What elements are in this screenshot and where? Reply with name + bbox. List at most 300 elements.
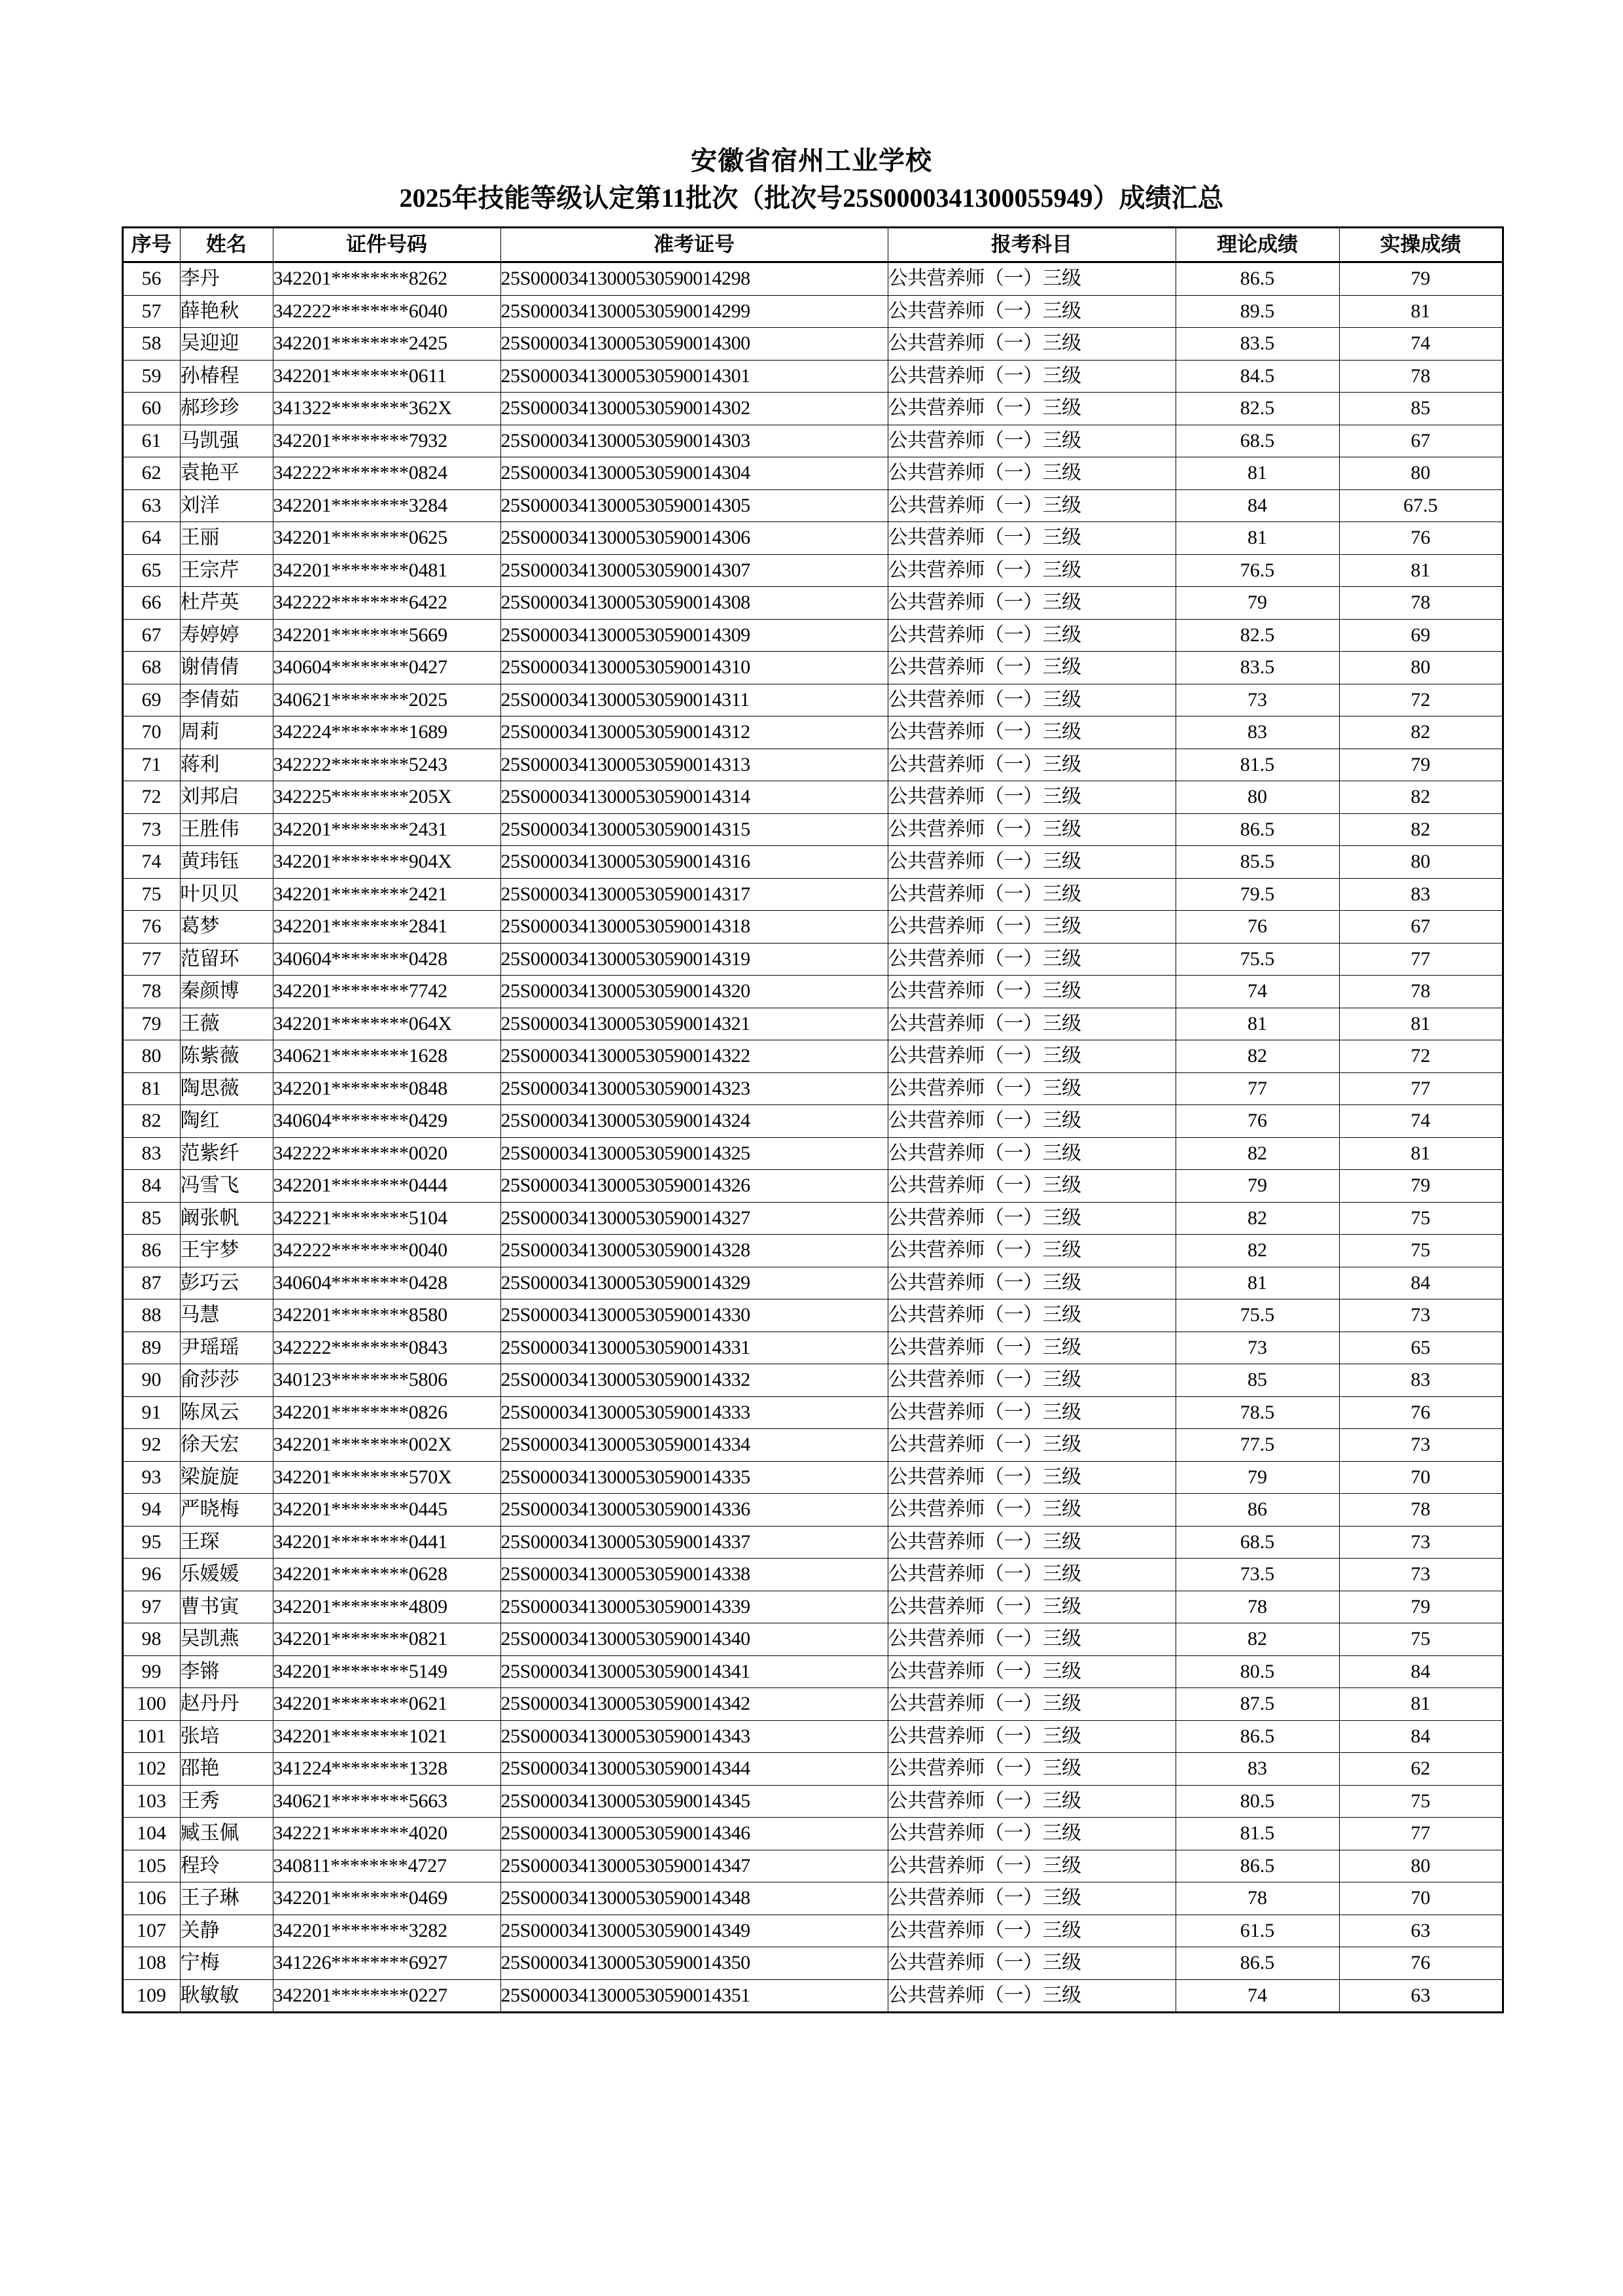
cell-id-number: 340123********5806 bbox=[273, 1364, 500, 1397]
cell-id-number: 342201********570X bbox=[273, 1461, 500, 1494]
cell-id-number: 342201********2425 bbox=[273, 328, 500, 361]
cell-name: 杜芹英 bbox=[180, 587, 273, 620]
cell-ticket-number: 25S00003413000530590014302 bbox=[500, 393, 888, 425]
cell-subject: 公共营养师（一）三级 bbox=[888, 295, 1176, 328]
cell-theory-score: 77.5 bbox=[1176, 1429, 1339, 1462]
cell-ticket-number: 25S00003413000530590014328 bbox=[500, 1235, 888, 1267]
table-row bbox=[122, 1137, 1503, 1170]
cell-name: 陈凤云 bbox=[180, 1396, 273, 1429]
cell-theory-score: 86.5 bbox=[1176, 1850, 1339, 1882]
column-header-ticket-number: 准考证号 bbox=[500, 228, 888, 262]
cell-name: 周莉 bbox=[180, 716, 273, 749]
cell-name: 邵艳 bbox=[180, 1753, 273, 1786]
cell-name: 陈紫薇 bbox=[180, 1040, 273, 1073]
cell-seq: 77 bbox=[122, 943, 180, 976]
cell-name: 阚张帆 bbox=[180, 1202, 273, 1235]
table-row bbox=[122, 393, 1503, 425]
cell-seq: 108 bbox=[122, 1947, 180, 1980]
table-body bbox=[122, 262, 1503, 2013]
cell-name: 吴凯燕 bbox=[180, 1623, 273, 1656]
cell-subject: 公共营养师（一）三级 bbox=[888, 1429, 1176, 1462]
cell-practical-score: 76 bbox=[1339, 522, 1503, 555]
cell-practical-score: 75 bbox=[1339, 1785, 1503, 1818]
cell-subject: 公共营养师（一）三级 bbox=[888, 943, 1176, 976]
table-row bbox=[122, 1332, 1503, 1364]
cell-theory-score: 86.5 bbox=[1176, 262, 1339, 296]
table-row bbox=[122, 295, 1503, 328]
cell-practical-score: 79 bbox=[1339, 1170, 1503, 1203]
cell-practical-score: 84 bbox=[1339, 1267, 1503, 1299]
cell-subject: 公共营养师（一）三级 bbox=[888, 1105, 1176, 1138]
cell-seq: 99 bbox=[122, 1655, 180, 1688]
cell-subject: 公共营养师（一）三级 bbox=[888, 554, 1176, 587]
cell-seq: 62 bbox=[122, 457, 180, 490]
cell-theory-score: 74 bbox=[1176, 976, 1339, 1008]
cell-subject: 公共营养师（一）三级 bbox=[888, 1235, 1176, 1267]
cell-id-number: 340604********0428 bbox=[273, 1267, 500, 1299]
cell-seq: 87 bbox=[122, 1267, 180, 1299]
cell-name: 彭巧云 bbox=[180, 1267, 273, 1299]
cell-theory-score: 68.5 bbox=[1176, 1526, 1339, 1559]
cell-ticket-number: 25S00003413000530590014350 bbox=[500, 1947, 888, 1980]
cell-seq: 71 bbox=[122, 749, 180, 781]
cell-subject: 公共营养师（一）三级 bbox=[888, 652, 1176, 684]
cell-seq: 74 bbox=[122, 846, 180, 879]
cell-id-number: 342222********0824 bbox=[273, 457, 500, 490]
cell-name: 孙椿程 bbox=[180, 360, 273, 393]
cell-theory-score: 80.5 bbox=[1176, 1785, 1339, 1818]
cell-theory-score: 83 bbox=[1176, 716, 1339, 749]
cell-id-number: 342201********4809 bbox=[273, 1591, 500, 1623]
cell-id-number: 342201********5669 bbox=[273, 619, 500, 652]
cell-practical-score: 83 bbox=[1339, 1364, 1503, 1397]
cell-id-number: 342201********904X bbox=[273, 846, 500, 879]
cell-theory-score: 79 bbox=[1176, 1461, 1339, 1494]
table-row bbox=[122, 1818, 1503, 1850]
table-row bbox=[122, 1850, 1503, 1882]
cell-theory-score: 84 bbox=[1176, 489, 1339, 522]
table-row bbox=[122, 1720, 1503, 1753]
grades-table-container bbox=[122, 226, 1502, 2013]
cell-id-number: 342201********0628 bbox=[273, 1559, 500, 1591]
table-row bbox=[122, 328, 1503, 361]
cell-practical-score: 82 bbox=[1339, 813, 1503, 846]
cell-theory-score: 85 bbox=[1176, 1364, 1339, 1397]
cell-id-number: 341224********1328 bbox=[273, 1753, 500, 1786]
cell-practical-score: 67 bbox=[1339, 425, 1503, 457]
cell-practical-score: 73 bbox=[1339, 1559, 1503, 1591]
cell-theory-score: 82 bbox=[1176, 1623, 1339, 1656]
cell-id-number: 342201********0445 bbox=[273, 1494, 500, 1527]
cell-subject: 公共营养师（一）三级 bbox=[888, 1396, 1176, 1429]
cell-practical-score: 83 bbox=[1339, 878, 1503, 911]
cell-id-number: 342201********5149 bbox=[273, 1655, 500, 1688]
cell-theory-score: 86.5 bbox=[1176, 813, 1339, 846]
cell-theory-score: 74 bbox=[1176, 1979, 1339, 2013]
cell-practical-score: 65 bbox=[1339, 1332, 1503, 1364]
cell-practical-score: 73 bbox=[1339, 1526, 1503, 1559]
cell-name: 王丽 bbox=[180, 522, 273, 555]
cell-theory-score: 79.5 bbox=[1176, 878, 1339, 911]
cell-subject: 公共营养师（一）三级 bbox=[888, 1818, 1176, 1850]
cell-seq: 85 bbox=[122, 1202, 180, 1235]
cell-practical-score: 80 bbox=[1339, 652, 1503, 684]
cell-subject: 公共营养师（一）三级 bbox=[888, 1655, 1176, 1688]
cell-id-number: 342201********064X bbox=[273, 1008, 500, 1040]
cell-id-number: 342201********1021 bbox=[273, 1720, 500, 1753]
table-row bbox=[122, 1461, 1503, 1494]
cell-subject: 公共营养师（一）三级 bbox=[888, 587, 1176, 620]
table-row bbox=[122, 1202, 1503, 1235]
cell-id-number: 342222********6422 bbox=[273, 587, 500, 620]
cell-ticket-number: 25S00003413000530590014299 bbox=[500, 295, 888, 328]
cell-seq: 106 bbox=[122, 1882, 180, 1915]
cell-ticket-number: 25S00003413000530590014315 bbox=[500, 813, 888, 846]
cell-practical-score: 62 bbox=[1339, 1753, 1503, 1786]
cell-practical-score: 81 bbox=[1339, 295, 1503, 328]
cell-ticket-number: 25S00003413000530590014326 bbox=[500, 1170, 888, 1203]
table-row bbox=[122, 522, 1503, 555]
cell-ticket-number: 25S00003413000530590014336 bbox=[500, 1494, 888, 1527]
cell-subject: 公共营养师（一）三级 bbox=[888, 1882, 1176, 1915]
cell-id-number: 342201********3282 bbox=[273, 1915, 500, 1947]
table-row bbox=[122, 1623, 1503, 1656]
cell-seq: 76 bbox=[122, 911, 180, 944]
cell-practical-score: 76 bbox=[1339, 1396, 1503, 1429]
cell-name: 王琛 bbox=[180, 1526, 273, 1559]
cell-name: 王宗芹 bbox=[180, 554, 273, 587]
cell-id-number: 342201********3284 bbox=[273, 489, 500, 522]
cell-theory-score: 81.5 bbox=[1176, 749, 1339, 781]
table-row bbox=[122, 1429, 1503, 1462]
cell-name: 吴迎迎 bbox=[180, 328, 273, 361]
cell-ticket-number: 25S00003413000530590014329 bbox=[500, 1267, 888, 1299]
column-header-id-number: 证件号码 bbox=[273, 228, 500, 262]
table-row bbox=[122, 976, 1503, 1008]
cell-theory-score: 89.5 bbox=[1176, 295, 1339, 328]
cell-theory-score: 85.5 bbox=[1176, 846, 1339, 879]
cell-seq: 58 bbox=[122, 328, 180, 361]
cell-seq: 78 bbox=[122, 976, 180, 1008]
cell-seq: 73 bbox=[122, 813, 180, 846]
cell-practical-score: 80 bbox=[1339, 846, 1503, 879]
cell-id-number: 342201********002X bbox=[273, 1429, 500, 1462]
cell-name: 张培 bbox=[180, 1720, 273, 1753]
cell-seq: 82 bbox=[122, 1105, 180, 1138]
cell-ticket-number: 25S00003413000530590014325 bbox=[500, 1137, 888, 1170]
cell-ticket-number: 25S00003413000530590014331 bbox=[500, 1332, 888, 1364]
cell-seq: 100 bbox=[122, 1688, 180, 1721]
cell-name: 宁梅 bbox=[180, 1947, 273, 1980]
cell-practical-score: 63 bbox=[1339, 1979, 1503, 2013]
cell-subject: 公共营养师（一）三级 bbox=[888, 1332, 1176, 1364]
cell-seq: 65 bbox=[122, 554, 180, 587]
cell-name: 梁旋旋 bbox=[180, 1461, 273, 1494]
cell-subject: 公共营养师（一）三级 bbox=[888, 1461, 1176, 1494]
cell-practical-score: 67 bbox=[1339, 911, 1503, 944]
cell-seq: 98 bbox=[122, 1623, 180, 1656]
cell-id-number: 342201********0611 bbox=[273, 360, 500, 393]
cell-ticket-number: 25S00003413000530590014323 bbox=[500, 1072, 888, 1105]
table-row bbox=[122, 716, 1503, 749]
cell-id-number: 342222********0040 bbox=[273, 1235, 500, 1267]
cell-practical-score: 77 bbox=[1339, 1818, 1503, 1850]
cell-name: 范紫纤 bbox=[180, 1137, 273, 1170]
cell-subject: 公共营养师（一）三级 bbox=[888, 262, 1176, 296]
cell-subject: 公共营养师（一）三级 bbox=[888, 1591, 1176, 1623]
cell-practical-score: 79 bbox=[1339, 749, 1503, 781]
cell-ticket-number: 25S00003413000530590014341 bbox=[500, 1655, 888, 1688]
cell-name: 王秀 bbox=[180, 1785, 273, 1818]
cell-seq: 105 bbox=[122, 1850, 180, 1882]
cell-seq: 93 bbox=[122, 1461, 180, 1494]
cell-subject: 公共营养师（一）三级 bbox=[888, 1753, 1176, 1786]
cell-practical-score: 75 bbox=[1339, 1235, 1503, 1267]
cell-subject: 公共营养师（一）三级 bbox=[888, 781, 1176, 814]
table-row bbox=[122, 781, 1503, 814]
cell-name: 王宇梦 bbox=[180, 1235, 273, 1267]
table-row bbox=[122, 1105, 1503, 1138]
table-row bbox=[122, 684, 1503, 716]
cell-subject: 公共营养师（一）三级 bbox=[888, 1008, 1176, 1040]
table-row bbox=[122, 1915, 1503, 1947]
cell-practical-score: 72 bbox=[1339, 684, 1503, 716]
cell-seq: 95 bbox=[122, 1526, 180, 1559]
cell-subject: 公共营养师（一）三级 bbox=[888, 1364, 1176, 1397]
cell-name: 刘洋 bbox=[180, 489, 273, 522]
cell-theory-score: 80.5 bbox=[1176, 1655, 1339, 1688]
cell-ticket-number: 25S00003413000530590014305 bbox=[500, 489, 888, 522]
cell-seq: 59 bbox=[122, 360, 180, 393]
cell-subject: 公共营养师（一）三级 bbox=[888, 1785, 1176, 1818]
cell-name: 陶思薇 bbox=[180, 1072, 273, 1105]
cell-practical-score: 72 bbox=[1339, 1040, 1503, 1073]
cell-id-number: 342201********8580 bbox=[273, 1299, 500, 1332]
cell-theory-score: 81 bbox=[1176, 522, 1339, 555]
cell-ticket-number: 25S00003413000530590014332 bbox=[500, 1364, 888, 1397]
cell-name: 黄玮钰 bbox=[180, 846, 273, 879]
cell-id-number: 342201********2841 bbox=[273, 911, 500, 944]
cell-practical-score: 82 bbox=[1339, 781, 1503, 814]
cell-subject: 公共营养师（一）三级 bbox=[888, 522, 1176, 555]
cell-seq: 88 bbox=[122, 1299, 180, 1332]
table-row bbox=[122, 878, 1503, 911]
grades-table bbox=[122, 226, 1504, 2013]
cell-id-number: 342222********6040 bbox=[273, 295, 500, 328]
cell-seq: 89 bbox=[122, 1332, 180, 1364]
cell-name: 秦颜博 bbox=[180, 976, 273, 1008]
cell-seq: 104 bbox=[122, 1818, 180, 1850]
cell-name: 郝珍珍 bbox=[180, 393, 273, 425]
column-header-subject: 报考科目 bbox=[888, 228, 1176, 262]
cell-seq: 81 bbox=[122, 1072, 180, 1105]
cell-practical-score: 84 bbox=[1339, 1720, 1503, 1753]
table-row bbox=[122, 457, 1503, 490]
cell-seq: 102 bbox=[122, 1753, 180, 1786]
cell-name: 尹瑶瑶 bbox=[180, 1332, 273, 1364]
cell-practical-score: 69 bbox=[1339, 619, 1503, 652]
document-title-block bbox=[0, 0, 1623, 217]
cell-practical-score: 75 bbox=[1339, 1202, 1503, 1235]
cell-theory-score: 86 bbox=[1176, 1494, 1339, 1527]
cell-ticket-number: 25S00003413000530590014317 bbox=[500, 878, 888, 911]
cell-name: 蒋利 bbox=[180, 749, 273, 781]
cell-subject: 公共营养师（一）三级 bbox=[888, 1979, 1176, 2013]
cell-name: 程玲 bbox=[180, 1850, 273, 1882]
cell-practical-score: 81 bbox=[1339, 1688, 1503, 1721]
cell-subject: 公共营养师（一）三级 bbox=[888, 749, 1176, 781]
cell-id-number: 342201********8262 bbox=[273, 262, 500, 296]
table-row bbox=[122, 1040, 1503, 1073]
cell-name: 曹书寅 bbox=[180, 1591, 273, 1623]
cell-name: 寿婷婷 bbox=[180, 619, 273, 652]
cell-seq: 84 bbox=[122, 1170, 180, 1203]
cell-id-number: 342201********0441 bbox=[273, 1526, 500, 1559]
cell-theory-score: 83 bbox=[1176, 1753, 1339, 1786]
cell-ticket-number: 25S00003413000530590014337 bbox=[500, 1526, 888, 1559]
table-row bbox=[122, 749, 1503, 781]
cell-ticket-number: 25S00003413000530590014318 bbox=[500, 911, 888, 944]
cell-seq: 90 bbox=[122, 1364, 180, 1397]
cell-seq: 97 bbox=[122, 1591, 180, 1623]
table-row bbox=[122, 1947, 1503, 1980]
cell-id-number: 342225********205X bbox=[273, 781, 500, 814]
cell-id-number: 342201********2421 bbox=[273, 878, 500, 911]
table-row bbox=[122, 652, 1503, 684]
table-row bbox=[122, 911, 1503, 944]
table-row bbox=[122, 1494, 1503, 1527]
table-row bbox=[122, 846, 1503, 879]
cell-theory-score: 75.5 bbox=[1176, 943, 1339, 976]
cell-ticket-number: 25S00003413000530590014304 bbox=[500, 457, 888, 490]
cell-theory-score: 79 bbox=[1176, 1170, 1339, 1203]
cell-theory-score: 83.5 bbox=[1176, 328, 1339, 361]
cell-name: 冯雪飞 bbox=[180, 1170, 273, 1203]
cell-subject: 公共营养师（一）三级 bbox=[888, 1688, 1176, 1721]
cell-name: 李丹 bbox=[180, 262, 273, 296]
cell-theory-score: 86.5 bbox=[1176, 1720, 1339, 1753]
cell-name: 薛艳秋 bbox=[180, 295, 273, 328]
table-row bbox=[122, 1299, 1503, 1332]
cell-ticket-number: 25S00003413000530590014342 bbox=[500, 1688, 888, 1721]
cell-theory-score: 84.5 bbox=[1176, 360, 1339, 393]
cell-subject: 公共营养师（一）三级 bbox=[888, 878, 1176, 911]
cell-seq: 63 bbox=[122, 489, 180, 522]
cell-practical-score: 63 bbox=[1339, 1915, 1503, 1947]
cell-ticket-number: 25S00003413000530590014307 bbox=[500, 554, 888, 587]
cell-name: 李锵 bbox=[180, 1655, 273, 1688]
cell-name: 俞莎莎 bbox=[180, 1364, 273, 1397]
cell-practical-score: 84 bbox=[1339, 1655, 1503, 1688]
cell-theory-score: 82.5 bbox=[1176, 393, 1339, 425]
cell-practical-score: 81 bbox=[1339, 1137, 1503, 1170]
cell-id-number: 342201********7742 bbox=[273, 976, 500, 1008]
cell-practical-score: 79 bbox=[1339, 1591, 1503, 1623]
cell-practical-score: 70 bbox=[1339, 1882, 1503, 1915]
cell-practical-score: 80 bbox=[1339, 1850, 1503, 1882]
cell-name: 乐媛媛 bbox=[180, 1559, 273, 1591]
cell-id-number: 340621********1628 bbox=[273, 1040, 500, 1073]
cell-ticket-number: 25S00003413000530590014320 bbox=[500, 976, 888, 1008]
cell-ticket-number: 25S00003413000530590014346 bbox=[500, 1818, 888, 1850]
table-row bbox=[122, 1753, 1503, 1786]
cell-ticket-number: 25S00003413000530590014335 bbox=[500, 1461, 888, 1494]
cell-seq: 75 bbox=[122, 878, 180, 911]
cell-name: 袁艳平 bbox=[180, 457, 273, 490]
cell-name: 陶红 bbox=[180, 1105, 273, 1138]
cell-practical-score: 67.5 bbox=[1339, 489, 1503, 522]
cell-id-number: 342201********2431 bbox=[273, 813, 500, 846]
table-row bbox=[122, 1364, 1503, 1397]
cell-theory-score: 76 bbox=[1176, 1105, 1339, 1138]
cell-theory-score: 82.5 bbox=[1176, 619, 1339, 652]
cell-seq: 66 bbox=[122, 587, 180, 620]
cell-practical-score: 73 bbox=[1339, 1299, 1503, 1332]
cell-theory-score: 81 bbox=[1176, 1008, 1339, 1040]
cell-seq: 68 bbox=[122, 652, 180, 684]
cell-subject: 公共营养师（一）三级 bbox=[888, 1623, 1176, 1656]
table-row bbox=[122, 813, 1503, 846]
cell-ticket-number: 25S00003413000530590014319 bbox=[500, 943, 888, 976]
cell-theory-score: 61.5 bbox=[1176, 1915, 1339, 1947]
cell-ticket-number: 25S00003413000530590014343 bbox=[500, 1720, 888, 1753]
cell-seq: 109 bbox=[122, 1979, 180, 2013]
cell-subject: 公共营养师（一）三级 bbox=[888, 1072, 1176, 1105]
cell-practical-score: 73 bbox=[1339, 1429, 1503, 1462]
cell-id-number: 340604********0429 bbox=[273, 1105, 500, 1138]
cell-seq: 61 bbox=[122, 425, 180, 457]
cell-theory-score: 73.5 bbox=[1176, 1559, 1339, 1591]
cell-name: 李倩茹 bbox=[180, 684, 273, 716]
cell-ticket-number: 25S00003413000530590014300 bbox=[500, 328, 888, 361]
cell-ticket-number: 25S00003413000530590014324 bbox=[500, 1105, 888, 1138]
cell-ticket-number: 25S00003413000530590014316 bbox=[500, 846, 888, 879]
cell-ticket-number: 25S00003413000530590014351 bbox=[500, 1979, 888, 2013]
cell-theory-score: 86.5 bbox=[1176, 1947, 1339, 1980]
cell-ticket-number: 25S00003413000530590014321 bbox=[500, 1008, 888, 1040]
cell-name: 刘邦启 bbox=[180, 781, 273, 814]
cell-theory-score: 82 bbox=[1176, 1137, 1339, 1170]
cell-id-number: 342201********0625 bbox=[273, 522, 500, 555]
cell-ticket-number: 25S00003413000530590014310 bbox=[500, 652, 888, 684]
cell-ticket-number: 25S00003413000530590014314 bbox=[500, 781, 888, 814]
cell-ticket-number: 25S00003413000530590014338 bbox=[500, 1559, 888, 1591]
cell-id-number: 342201********0481 bbox=[273, 554, 500, 587]
cell-subject: 公共营养师（一）三级 bbox=[888, 1202, 1176, 1235]
cell-theory-score: 78.5 bbox=[1176, 1396, 1339, 1429]
cell-seq: 70 bbox=[122, 716, 180, 749]
cell-ticket-number: 25S00003413000530590014345 bbox=[500, 1785, 888, 1818]
cell-subject: 公共营养师（一）三级 bbox=[888, 425, 1176, 457]
cell-theory-score: 82 bbox=[1176, 1040, 1339, 1073]
cell-seq: 56 bbox=[122, 262, 180, 296]
cell-subject: 公共营养师（一）三级 bbox=[888, 328, 1176, 361]
cell-id-number: 342221********5104 bbox=[273, 1202, 500, 1235]
cell-name: 马慧 bbox=[180, 1299, 273, 1332]
column-header-theory-score: 理论成绩 bbox=[1176, 228, 1339, 262]
cell-practical-score: 80 bbox=[1339, 457, 1503, 490]
cell-seq: 72 bbox=[122, 781, 180, 814]
cell-seq: 60 bbox=[122, 393, 180, 425]
table-row bbox=[122, 619, 1503, 652]
cell-name: 叶贝贝 bbox=[180, 878, 273, 911]
cell-ticket-number: 25S00003413000530590014340 bbox=[500, 1623, 888, 1656]
cell-id-number: 342201********0227 bbox=[273, 1979, 500, 2013]
cell-practical-score: 78 bbox=[1339, 360, 1503, 393]
cell-id-number: 342222********5243 bbox=[273, 749, 500, 781]
cell-subject: 公共营养师（一）三级 bbox=[888, 1040, 1176, 1073]
cell-seq: 86 bbox=[122, 1235, 180, 1267]
